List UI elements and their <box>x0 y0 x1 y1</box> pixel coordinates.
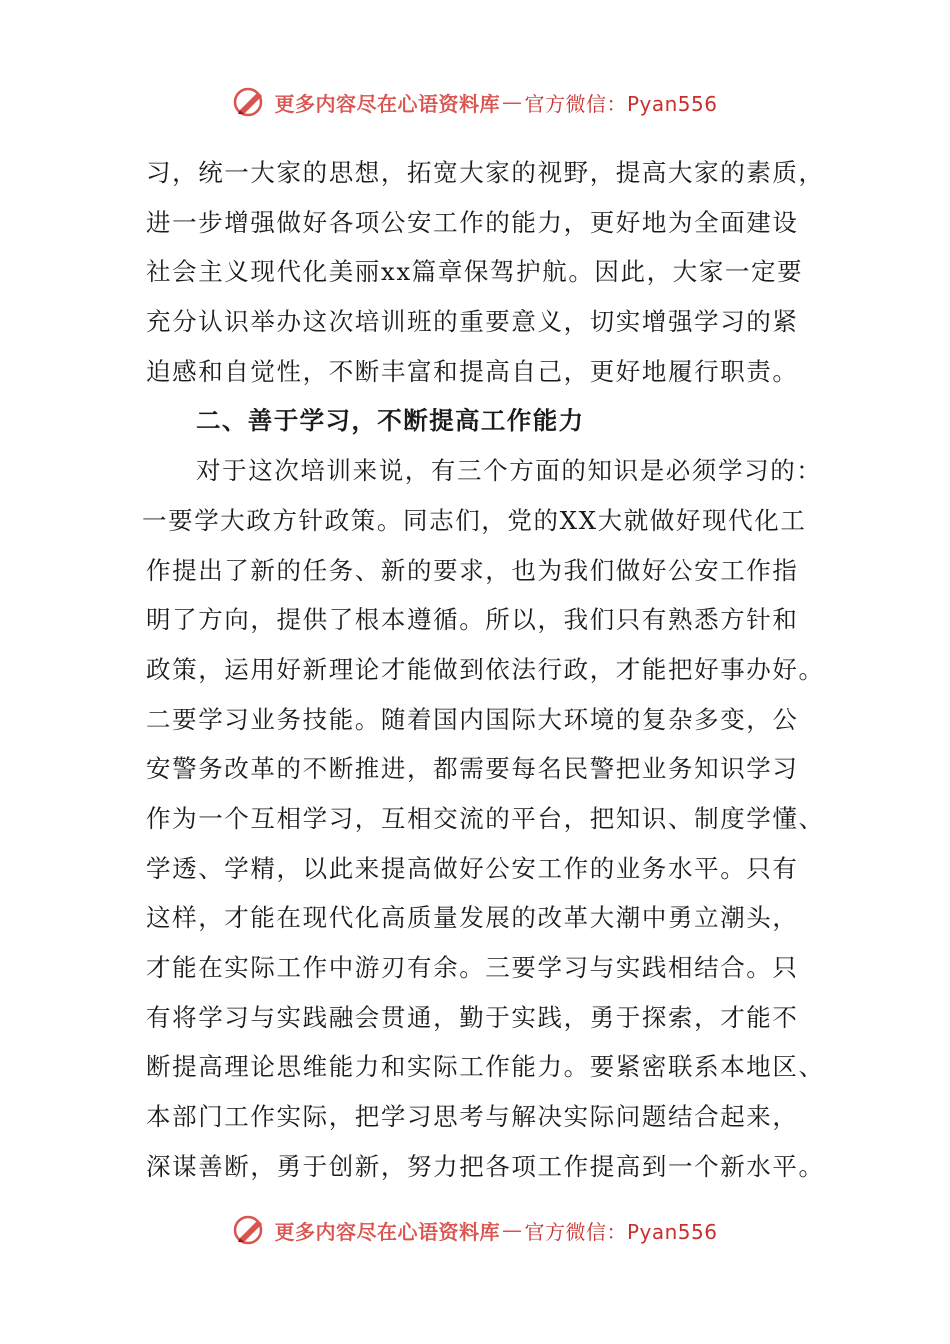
header-banner <box>0 82 950 122</box>
pen-logo-icon <box>232 84 268 120</box>
pen-logo-icon <box>232 1212 268 1248</box>
footer-banner <box>0 1210 950 1250</box>
body-line: 有将学习与实践融会贯通，勤于实践，勇于探索，才能不 <box>146 1002 799 1032</box>
body-line: 习，统一大家的思想，拓宽大家的视野，提高大家的素质， <box>146 158 825 187</box>
body-line: 明了方向，提供了根本遵循。所以，我们只有熟悉方针和 <box>146 605 799 635</box>
body-line: 才能在实际工作中游刃有余。三要学习与实践相结合。只 <box>146 953 799 982</box>
body-line: 迫感和自觉性，不断丰富和提高自己，更好地履行职责。 <box>146 356 799 386</box>
body-line: 政策，运用好新理论才能做到依法行政，才能把好事办好。 <box>146 654 825 684</box>
body-line: 断提高理论思维能力和实际工作能力。要紧密联系本地区、 <box>146 1052 825 1082</box>
body-line: 进一步增强做好各项公安工作的能力，更好地为全面建设 <box>146 207 799 237</box>
body-line: 安警务改革的不断推进，都需要每名民警把业务知识学习 <box>146 754 799 784</box>
body-line: 作为一个互相学习，互相交流的平台，把知识、制度学懂、 <box>146 803 825 833</box>
body-line: 深谋善断，勇于创新，努力把各项工作提高到一个新水平。 <box>146 1151 825 1181</box>
banner-wechat-text: 官方微信：Pyan556 <box>524 1219 718 1244</box>
body-line: 这样，才能在现代化高质量发展的改革大潮中勇立潮头， <box>146 903 799 933</box>
body-line: 二要学习业务技能。随着国内国际大环境的复杂多变，公 <box>146 704 799 734</box>
banner-dash: — <box>501 1218 523 1242</box>
body-line: 一要学大政方针政策。同志们，党的XX大就做好现代化工 <box>142 505 807 535</box>
banner-wechat-text: 官方微信：Pyan556 <box>524 91 718 116</box>
body-line: 学透、学精，以此来提高做好公安工作的业务水平。只有 <box>146 853 799 883</box>
body-line: 社会主义现代化美丽xx篇章保驾护航。因此，大家一定要 <box>146 257 804 287</box>
body-line: 作提出了新的任务、新的要求，也为我们做好公安工作指 <box>146 555 799 585</box>
body-line: 本部门工作实际，把学习思考与解决实际问题结合起来， <box>146 1102 799 1132</box>
section-heading: 二、善于学习，不断提高工作能力 <box>196 406 585 436</box>
banner-site-text: 更多内容尽在心语资料库 <box>274 91 500 116</box>
banner-dash: — <box>501 90 523 114</box>
paragraph-first-line: 对于这次培训来说，有三个方面的知识是必须学习的： <box>196 456 823 486</box>
body-line: 充分认识举办这次培训班的重要意义，切实增强学习的紧 <box>146 307 799 337</box>
document-body <box>142 148 825 1191</box>
banner-site-text: 更多内容尽在心语资料库 <box>274 1219 500 1244</box>
